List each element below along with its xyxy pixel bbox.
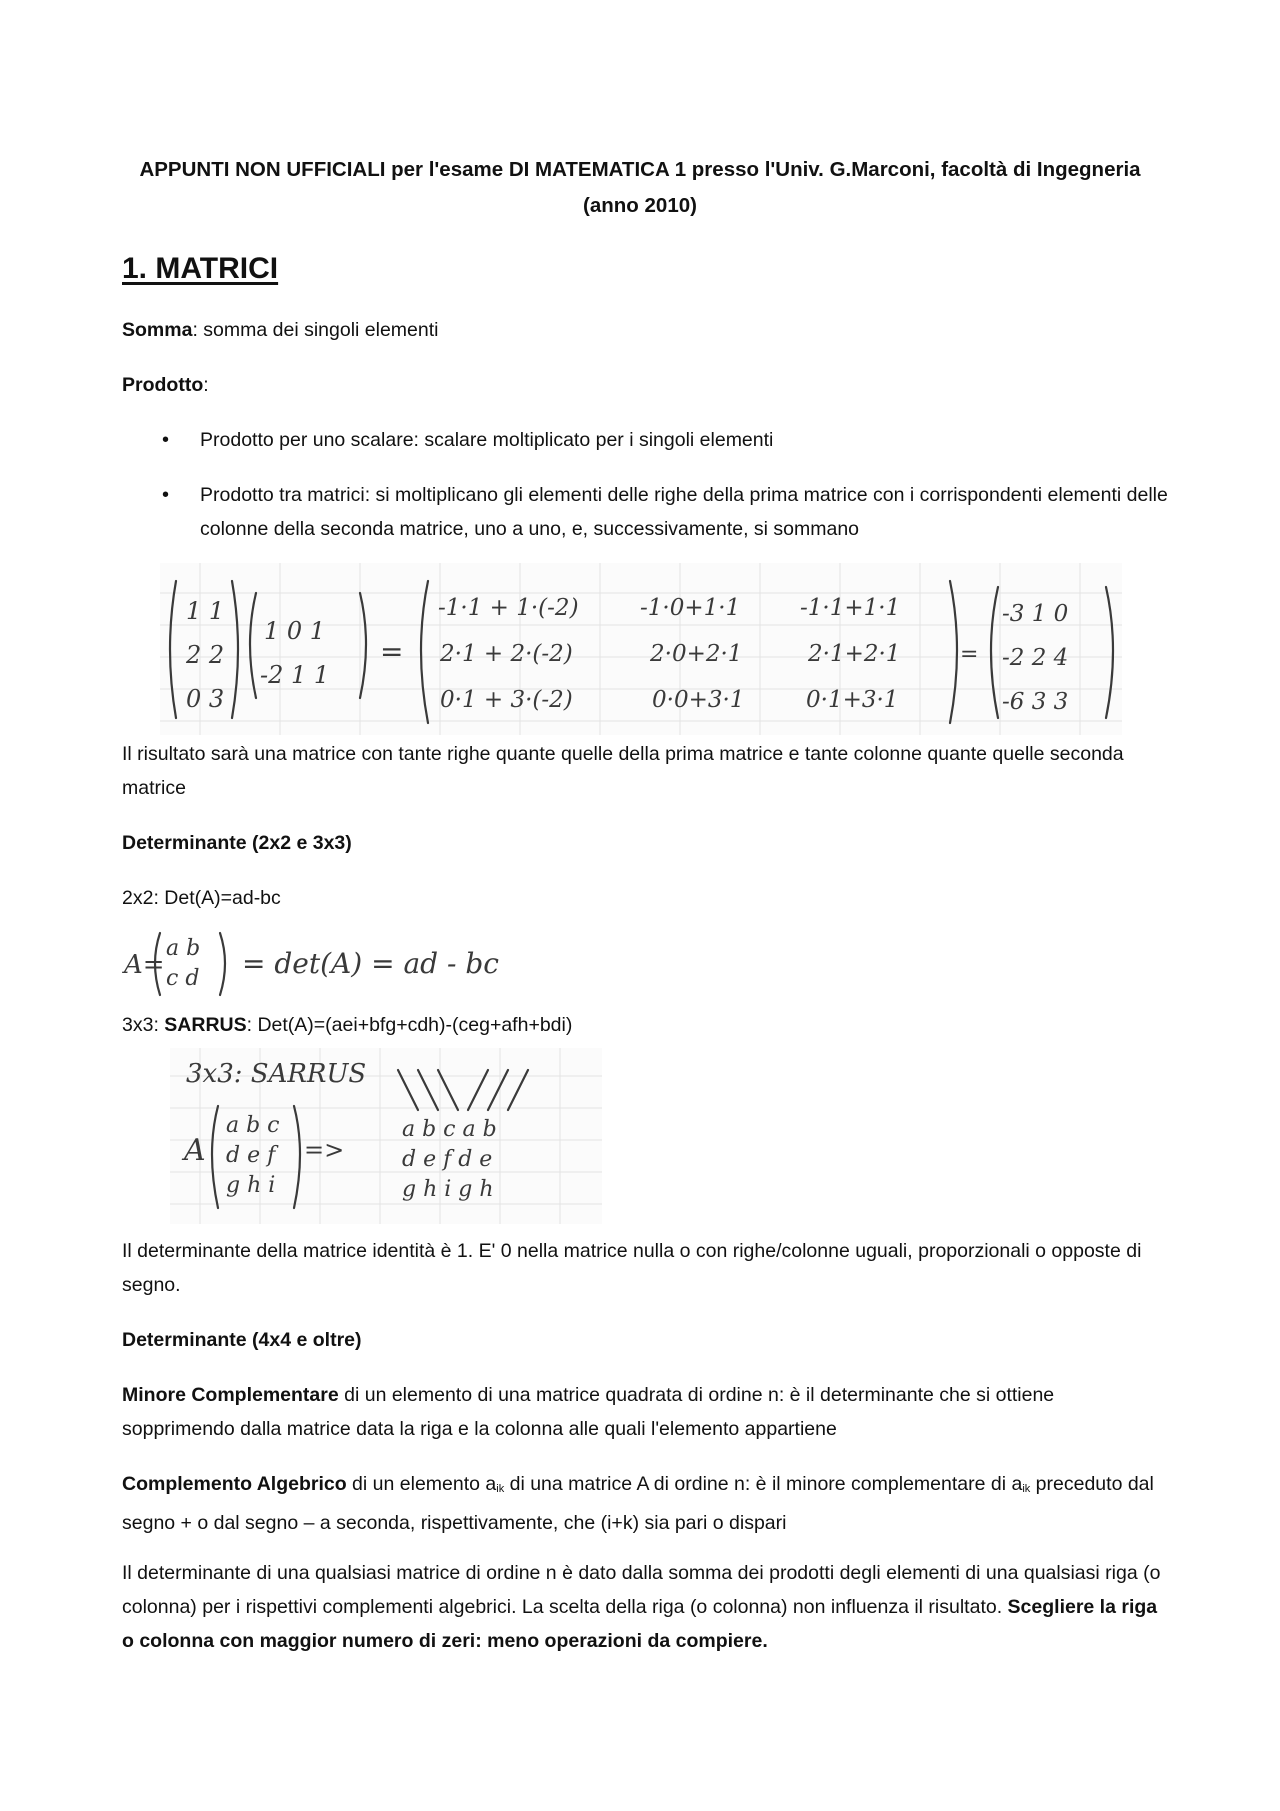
laplace-text: Il determinante di una qualsiasi matrice di ordine n è dato dalla somma dei prodotti degli elementi di una qualsiasi riga (o colonna) per i rispettivi complementi algebrici. La scelta della riga (o colonna) non influenza il risultato. — [122, 1562, 1161, 1618]
handwritten-product-image — [160, 563, 1122, 735]
sarrus-ext-row-1: a b c a b — [402, 1117, 497, 1142]
sarrus-row-1: a b c — [226, 1113, 280, 1138]
prodotto-label: Prodotto — [122, 374, 204, 396]
sarrus-ext-row-2: d e f d e — [402, 1147, 493, 1172]
exp-r3-c2: 0·0+3·1 — [652, 687, 745, 713]
exp-r1-c3: -1·1+1·1 — [800, 595, 901, 621]
det3-formula: : Det(A)=(aei+bfg+cdh)-(ceg+afh+bdi) — [246, 1014, 573, 1036]
handwritten-sarrus-image — [170, 1048, 602, 1224]
exp-r2-c1: 2·1 + 2·(-2) — [440, 641, 573, 667]
compl-sub-1: ik — [496, 1483, 505, 1495]
compl-text-1: di un elemento a — [346, 1473, 497, 1495]
bracket-left — [170, 581, 176, 718]
result-paragraph: Il risultato sarà una matrice con tante righe quante quelle della prima matrice e tante colonne quante quelle seconda matrice — [122, 743, 1124, 799]
det2-formula: 2x2: Det(A)=ad-bc — [122, 887, 281, 909]
result-row-2: -2 2 4 — [1002, 645, 1069, 671]
sarrus-ext-row-3: g h i g h — [402, 1177, 494, 1202]
compl-label: Complemento Algebrico — [122, 1473, 347, 1495]
sarrus-row-3: g h i — [226, 1173, 276, 1198]
minore-paragraph — [122, 1378, 1172, 1446]
exp-r1-c1: -1·1 + 1·(-2) — [438, 595, 579, 621]
bullet-item-matrix-product: Prodotto tra matrici: si moltiplicano gli elementi delle righe della prima matrice con i corrispondenti elementi delle colonne della seconda matrice, uno a uno, e, successivamente, si sommano — [200, 484, 1168, 540]
bracket-right — [1106, 587, 1113, 718]
bullet-icon: • — [162, 429, 170, 451]
section-heading: 1. MATRICI — [122, 252, 279, 285]
handwritten-det2-svg — [122, 921, 542, 1003]
exp-r2-c2: 2·0+2·1 — [650, 641, 743, 667]
m1-row-3: 0 3 — [186, 685, 225, 713]
result-row-1: -3 1 0 — [1002, 601, 1069, 627]
laplace-bold: Scegliere la riga o colonna con maggior numero di zeri: meno operazioni da compiere. — [122, 1596, 1158, 1652]
m2-row-1: 1 0 1 — [264, 617, 326, 645]
minore-text: di un elemento di una matrice quadrata di ordine n: è il determinante che si ottiene sopprimendo dalla matrice data la riga e la colonna alle quali l'elemento appartiene — [122, 1384, 1055, 1440]
exp-r2-c3: 2·1+2·1 — [808, 641, 901, 667]
bracket-right — [220, 933, 225, 995]
det2-rhs: = det(A) = ad - bc — [242, 947, 499, 980]
somma-text: : somma dei singoli elementi — [192, 319, 439, 341]
document-title: APPUNTI NON UFFICIALI per l'esame DI MATEMATICA 1 presso l'Univ. G.Marconi, facoltà di Ingegneria (anno 2010) — [139, 158, 1141, 217]
det3-sarrus: SARRUS — [164, 1014, 247, 1036]
det-4x4-heading: Determinante (4x4 e oltre) — [122, 1329, 362, 1351]
bracket-left — [421, 581, 428, 723]
exp-r1-c2: -1·0+1·1 — [640, 595, 741, 621]
somma-label: Somma — [122, 319, 193, 341]
sarrus-row-2: d e f — [226, 1143, 276, 1168]
result-row-3: -6 3 3 — [1002, 689, 1069, 715]
compl-sub-2: ik — [1022, 1483, 1031, 1495]
handwritten-det2-image — [122, 921, 542, 1003]
bullet-icon: • — [162, 484, 170, 506]
det-2x2-3x3-heading: Determinante (2x2 e 3x3) — [122, 832, 352, 854]
handwritten-product-svg — [160, 563, 1122, 735]
bracket-right — [294, 1106, 300, 1208]
prodotto-colon: : — [203, 374, 209, 396]
prodotto-paragraph — [122, 368, 1172, 402]
sarrus-caption: 3x3: SARRUS — [186, 1059, 367, 1089]
bracket-left — [250, 593, 256, 698]
bullet-item-scalar: Prodotto per uno scalare: scalare moltiplicato per i singoli elementi — [200, 429, 774, 451]
complemento-paragraph — [122, 1467, 1172, 1540]
compl-text-2: di una matrice A di ordine n: è il minore complementare di a — [504, 1473, 1023, 1495]
equals-sign: = — [960, 642, 979, 667]
equals-sign: = — [380, 635, 404, 668]
compl-text-3: preceduto dal segno + o dal segno – a seconda, rispettivamente, che (i+k) sia pari o dispari — [122, 1473, 1154, 1534]
det2-lhs: A= — [124, 950, 165, 980]
det3-formula-line — [122, 1008, 1172, 1042]
m1-row-1: 1 1 — [186, 597, 225, 625]
bracket-left — [212, 1106, 218, 1208]
bracket-right — [360, 593, 366, 698]
handwritten-sarrus-svg — [170, 1048, 602, 1224]
somma-paragraph — [122, 313, 1172, 347]
laplace-paragraph — [122, 1556, 1172, 1658]
sarrus-arrow: => — [304, 1136, 345, 1164]
bracket-left — [991, 587, 998, 718]
exp-r3-c3: 0·1+3·1 — [806, 687, 899, 713]
m1-row-2: 2 2 — [186, 641, 225, 669]
exp-r3-c1: 0·1 + 3·(-2) — [440, 687, 573, 713]
minore-label: Minore Complementare — [122, 1384, 339, 1406]
sarrus-a-label: A — [184, 1133, 206, 1168]
det3-prefix: 3x3: — [122, 1014, 165, 1036]
identity-paragraph: Il determinante della matrice identità è 1. E' 0 nella matrice nulla o con righe/colonne uguali, proporzionali o opposte di segno. — [122, 1240, 1142, 1296]
bracket-right — [232, 581, 238, 718]
det2-row-1: a b — [166, 936, 201, 961]
m2-row-2: -2 1 1 — [260, 661, 330, 689]
bracket-right — [950, 581, 957, 723]
det2-row-2: c d — [166, 966, 200, 991]
